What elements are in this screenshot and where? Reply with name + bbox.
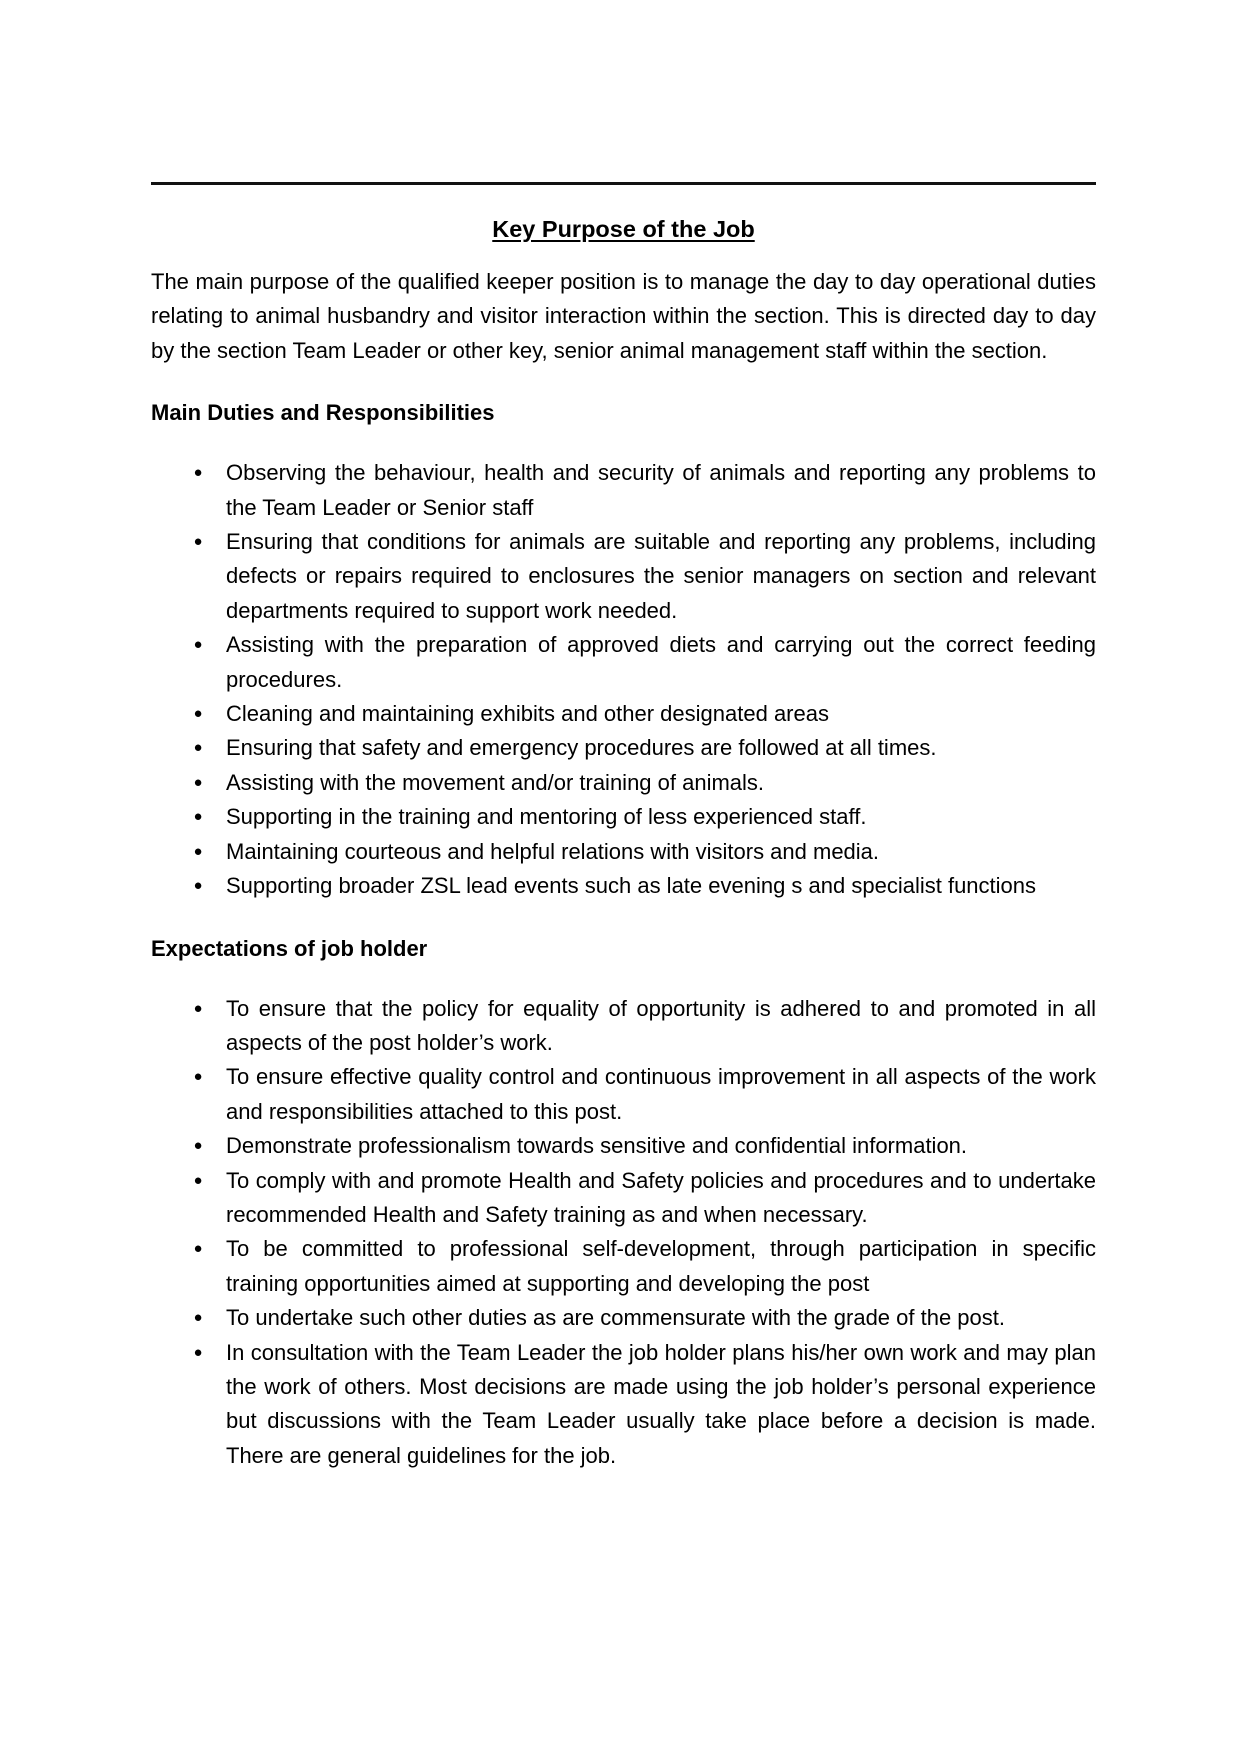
bullet-icon: ● [193,1068,203,1086]
bullet-icon: ● [193,808,203,826]
list-item [151,766,1096,800]
list-item [151,456,1096,525]
bullet-icon: ● [193,999,203,1017]
list-item [151,869,1096,903]
list-item-text: To comply with and promote Health and Safety policies and procedures and to undertake recommended Health and Safety training as and when necessary. [226,1167,1096,1227]
list-item [151,628,1096,697]
bullet-icon: ● [193,842,203,860]
bullet-icon: ● [193,877,203,895]
list-item [151,731,1096,765]
list-item-text: To ensure effective quality control and continuous improvement in all aspects of the work and responsibilities attached to this post. [226,1064,1096,1124]
bullet-icon: ● [193,1137,203,1155]
expectations-list [151,992,1096,1474]
list-item [151,525,1096,628]
list-item-text: In consultation with the Team Leader the job holder plans his/her own work and may plan the work of others. Most decisions are made using the job holder’s personal experience but discussions with the Team Leader usually take place before a decision is made. There are general guidelines for the job. [226,1339,1096,1468]
top-divider-line [151,182,1096,185]
bullet-icon: ● [193,1309,203,1327]
list-item-text: Supporting in the training and mentoring of less experienced staff. [226,804,867,830]
bullet-icon: ● [193,705,203,723]
list-item-text: Ensuring that safety and emergency procedures are followed at all times. [226,735,937,761]
list-item [151,697,1096,731]
list-item [151,992,1096,1061]
list-item-text: Demonstrate professionalism towards sensitive and confidential information. [226,1133,968,1159]
bullet-icon: ● [193,1240,203,1258]
list-item [151,1301,1096,1335]
list-item-text: Observing the behaviour, health and security of animals and reporting any problems to the Team Leader or Senior staff [226,460,1096,520]
list-item-text: Assisting with the movement and/or training of animals. [226,769,765,795]
list-item-text: To undertake such other duties as are commensurate with the grade of the post. [226,1305,1006,1331]
list-item [151,1232,1096,1301]
duties-heading: Main Duties and Responsibilities [151,400,495,426]
bullet-icon: ● [193,773,203,791]
list-item-text: Cleaning and maintaining exhibits and other designated areas [226,701,829,727]
list-item-text: Maintaining courteous and helpful relations with visitors and media. [226,838,880,864]
list-item-text: Supporting broader ZSL lead events such as late evening s and specialist functions [226,873,1037,899]
list-item [151,800,1096,834]
list-item-text: To be committed to professional self-development, through participation in specific training opportunities aimed at supporting and developing the post [226,1236,1096,1296]
list-item-text: To ensure that the policy for equality of opportunity is adhered to and promoted in all aspects of the post holder’s work. [226,995,1096,1055]
bullet-icon: ● [193,636,203,654]
page-title: Key Purpose of the Job [492,216,755,242]
bullet-icon: ● [193,533,203,551]
list-item [151,1129,1096,1163]
document-body [151,212,1096,1473]
list-item-text: Ensuring that conditions for animals are suitable and reporting any problems, including defects or repairs required to enclosures the senior managers on section and relevant departments required to support work needed. [226,529,1096,623]
bullet-icon: ● [193,1343,203,1361]
bullet-icon: ● [193,739,203,757]
list-item [151,835,1096,869]
bullet-icon: ● [193,1171,203,1189]
expectations-heading: Expectations of job holder [151,935,428,961]
list-item [151,1060,1096,1129]
list-item [151,1336,1096,1474]
list-item-text: Assisting with the preparation of approved diets and carrying out the correct feeding procedures. [226,632,1096,692]
list-item [151,1164,1096,1233]
duties-list [151,456,1096,903]
intro-paragraph: The main purpose of the qualified keeper position is to manage the day to day operational duties relating to animal husbandry and visitor interaction within the section. This is directed day to day by the section Team Leader or other key, senior animal management staff within the section. [151,269,1096,363]
bullet-icon: ● [193,464,203,482]
